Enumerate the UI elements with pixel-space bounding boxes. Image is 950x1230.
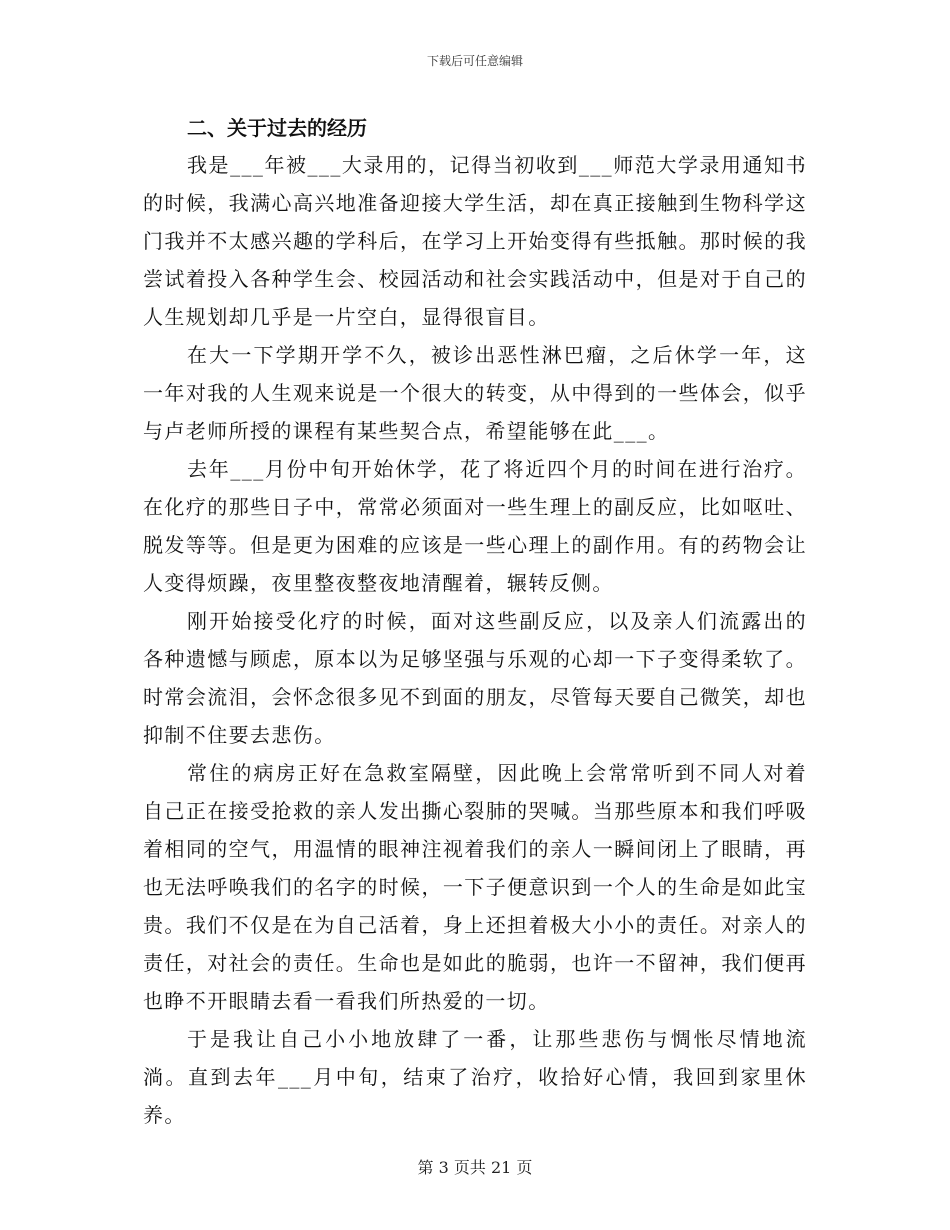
page-header-note: 下载后可任意编辑 (426, 54, 523, 68)
paragraph-4: 刚开始接受化疗的时候，面对这些副反应，以及亲人们流露出的各种遗憾与顾虑，原本以为足够坚强与乐观的心却一下子变得柔软了。时常会流泪，会怀念很多见不到面的朋友，尽管每天要自己微笑，却也抑制不住要去悲伤。 (143, 609, 807, 747)
paragraph-2: 在大一下学期开学不久，被诊出恶性淋巴瘤，之后休学一年，这一年对我的人生观来说是一个很大的转变，从中得到的一些体会，似乎与卢老师所授的课程有某些契合点，希望能够在此___。 (143, 343, 807, 443)
paragraph-5: 常住的病房正好在急救室隔壁，因此晚上会常常听到不同人对着自己正在接受抢救的亲人发出撕心裂肺的哭喊。当那些原本和我们呼吸着相同的空气，用温情的眼神注视着我们的亲人一瞬间闭上了眼睛，再也无法呼唤我们的名字的时候，一下子便意识到一个人的生命是如此宝贵。我们不仅是在为自己活着，身上还担着极大小小的责任。对亲人的责任，对社会的责任。生命也是如此的脆弱，也许一不留神，我们便再也睁不开眼睛去看一看我们所热爱的一切。 (143, 761, 807, 1013)
section-heading: 二、关于过去的经历 (187, 116, 367, 140)
document-body (143, 110, 807, 1134)
paragraph-3: 去年___月份中旬开始休学，花了将近四个月的时间在进行治疗。在化疗的那些日子中，常常必须面对一些生理上的副反应，比如呕吐、脱发等等。但是更为困难的应该是一些心理上的副作用。有的药物会让人变得烦躁，夜里整夜整夜地清醒着，辗转反侧。 (143, 457, 807, 595)
paragraph-1: 我是___年被___大录用的，记得当初收到___师范大学录用通知书的时候，我满心高兴地准备迎接大学生活，却在真正接触到生物科学这门我并不太感兴趣的学科后，在学习上开始变得有些抵触。那时候的我尝试着投入各种学生会、校园活动和社会实践活动中，但是对于自己的人生规划却几乎是一片空白，显得很盲目。 (143, 153, 807, 329)
page-number: 第 3 页共 21 页 (417, 1158, 533, 1177)
paragraph-6: 于是我让自己小小地放肆了一番，让那些悲伤与惆怅尽情地流淌。直到去年___月中旬，结束了治疗，收拾好心情，我回到家里休养。 (143, 1027, 807, 1127)
